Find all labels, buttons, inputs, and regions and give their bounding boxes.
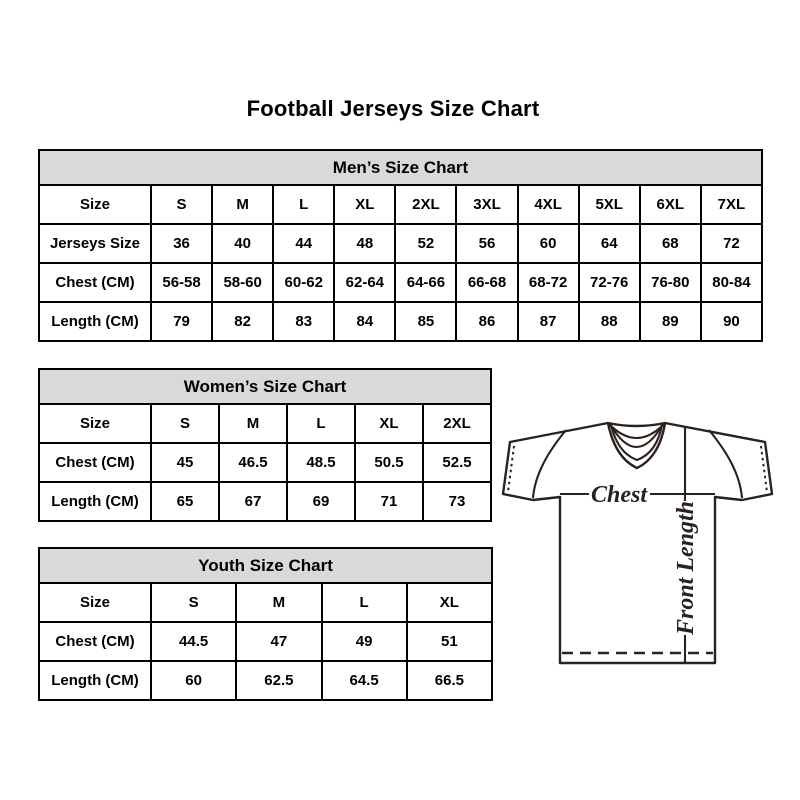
row-label: Chest (CM) [39, 263, 151, 302]
table-cell: 90 [701, 302, 762, 341]
table-cell: 6XL [640, 185, 701, 224]
armhole-seam-left [533, 430, 566, 498]
table-cell: 36 [151, 224, 212, 263]
table-cell: XL [407, 583, 492, 622]
table-title: Women’s Size Chart [39, 369, 491, 404]
table-title: Youth Size Chart [39, 548, 492, 583]
table-cell: 64 [579, 224, 640, 263]
table-cell: 64-66 [395, 263, 456, 302]
table-cell: 60-62 [273, 263, 334, 302]
table-cell: 64.5 [322, 661, 407, 700]
row-label: Chest (CM) [39, 443, 151, 482]
table-cell: XL [334, 185, 395, 224]
table-cell: 49 [322, 622, 407, 661]
table-cell: 48 [334, 224, 395, 263]
row-label: Length (CM) [39, 302, 151, 341]
table-cell: M [219, 404, 287, 443]
table-cell: 72 [701, 224, 762, 263]
table-cell: 79 [151, 302, 212, 341]
row-label: Length (CM) [39, 661, 151, 700]
table-cell: 69 [287, 482, 355, 521]
table-cell: 2XL [423, 404, 491, 443]
table-cell: 72-76 [579, 263, 640, 302]
table-cell: 56-58 [151, 263, 212, 302]
row-label: Jerseys Size [39, 224, 151, 263]
row-label: Size [39, 404, 151, 443]
table-cell: 71 [355, 482, 423, 521]
table-cell: 52.5 [423, 443, 491, 482]
table-cell: 66-68 [456, 263, 517, 302]
table-cell: 66.5 [407, 661, 492, 700]
womens-size-table [38, 368, 492, 522]
table-cell: 60 [518, 224, 579, 263]
table-cell: 40 [212, 224, 273, 263]
table-cell: 46.5 [219, 443, 287, 482]
armhole-seam-right [709, 430, 742, 498]
table-cell: 50.5 [355, 443, 423, 482]
table-cell: 89 [640, 302, 701, 341]
front-length-label: Front Length [673, 500, 699, 636]
table-cell: 86 [456, 302, 517, 341]
table-cell: 65 [151, 482, 219, 521]
row-label: Length (CM) [39, 482, 151, 521]
table-cell: 87 [518, 302, 579, 341]
table-cell: 45 [151, 443, 219, 482]
mens-size-table [38, 149, 763, 342]
table-cell: 68 [640, 224, 701, 263]
row-label: Size [39, 583, 151, 622]
table-cell: 7XL [701, 185, 762, 224]
table-cell: 68-72 [518, 263, 579, 302]
table-cell: 2XL [395, 185, 456, 224]
table-cell: 44.5 [151, 622, 236, 661]
page-title: Football Jerseys Size Chart [246, 96, 540, 121]
table-cell: 80-84 [701, 263, 762, 302]
table-cell: S [151, 404, 219, 443]
row-label: Chest (CM) [39, 622, 151, 661]
table-cell: 85 [395, 302, 456, 341]
table-cell: 62-64 [334, 263, 395, 302]
table-cell: 51 [407, 622, 492, 661]
table-cell: XL [355, 404, 423, 443]
table-cell: 3XL [456, 185, 517, 224]
table-cell: 4XL [518, 185, 579, 224]
chest-label: Chest [590, 482, 648, 508]
table-cell: S [151, 583, 236, 622]
row-label: Size [39, 185, 151, 224]
table-cell: 56 [456, 224, 517, 263]
table-cell: 58-60 [212, 263, 273, 302]
table-cell: 84 [334, 302, 395, 341]
table-cell: 48.5 [287, 443, 355, 482]
table-cell: 44 [273, 224, 334, 263]
table-cell: L [322, 583, 407, 622]
table-cell: 67 [219, 482, 287, 521]
table-cell: 47 [236, 622, 321, 661]
table-cell: 52 [395, 224, 456, 263]
table-cell: 60 [151, 661, 236, 700]
table-cell: 73 [423, 482, 491, 521]
table-cell: L [287, 404, 355, 443]
youth-size-table [38, 547, 493, 701]
table-cell: 62.5 [236, 661, 321, 700]
table-cell: M [212, 185, 273, 224]
table-cell: L [273, 185, 334, 224]
jersey-diagram [500, 408, 778, 670]
table-cell: S [151, 185, 212, 224]
table-title: Men’s Size Chart [39, 150, 762, 185]
table-cell: 82 [212, 302, 273, 341]
table-cell: 76-80 [640, 263, 701, 302]
table-cell: 88 [579, 302, 640, 341]
table-cell: 5XL [579, 185, 640, 224]
table-cell: M [236, 583, 321, 622]
table-cell: 83 [273, 302, 334, 341]
